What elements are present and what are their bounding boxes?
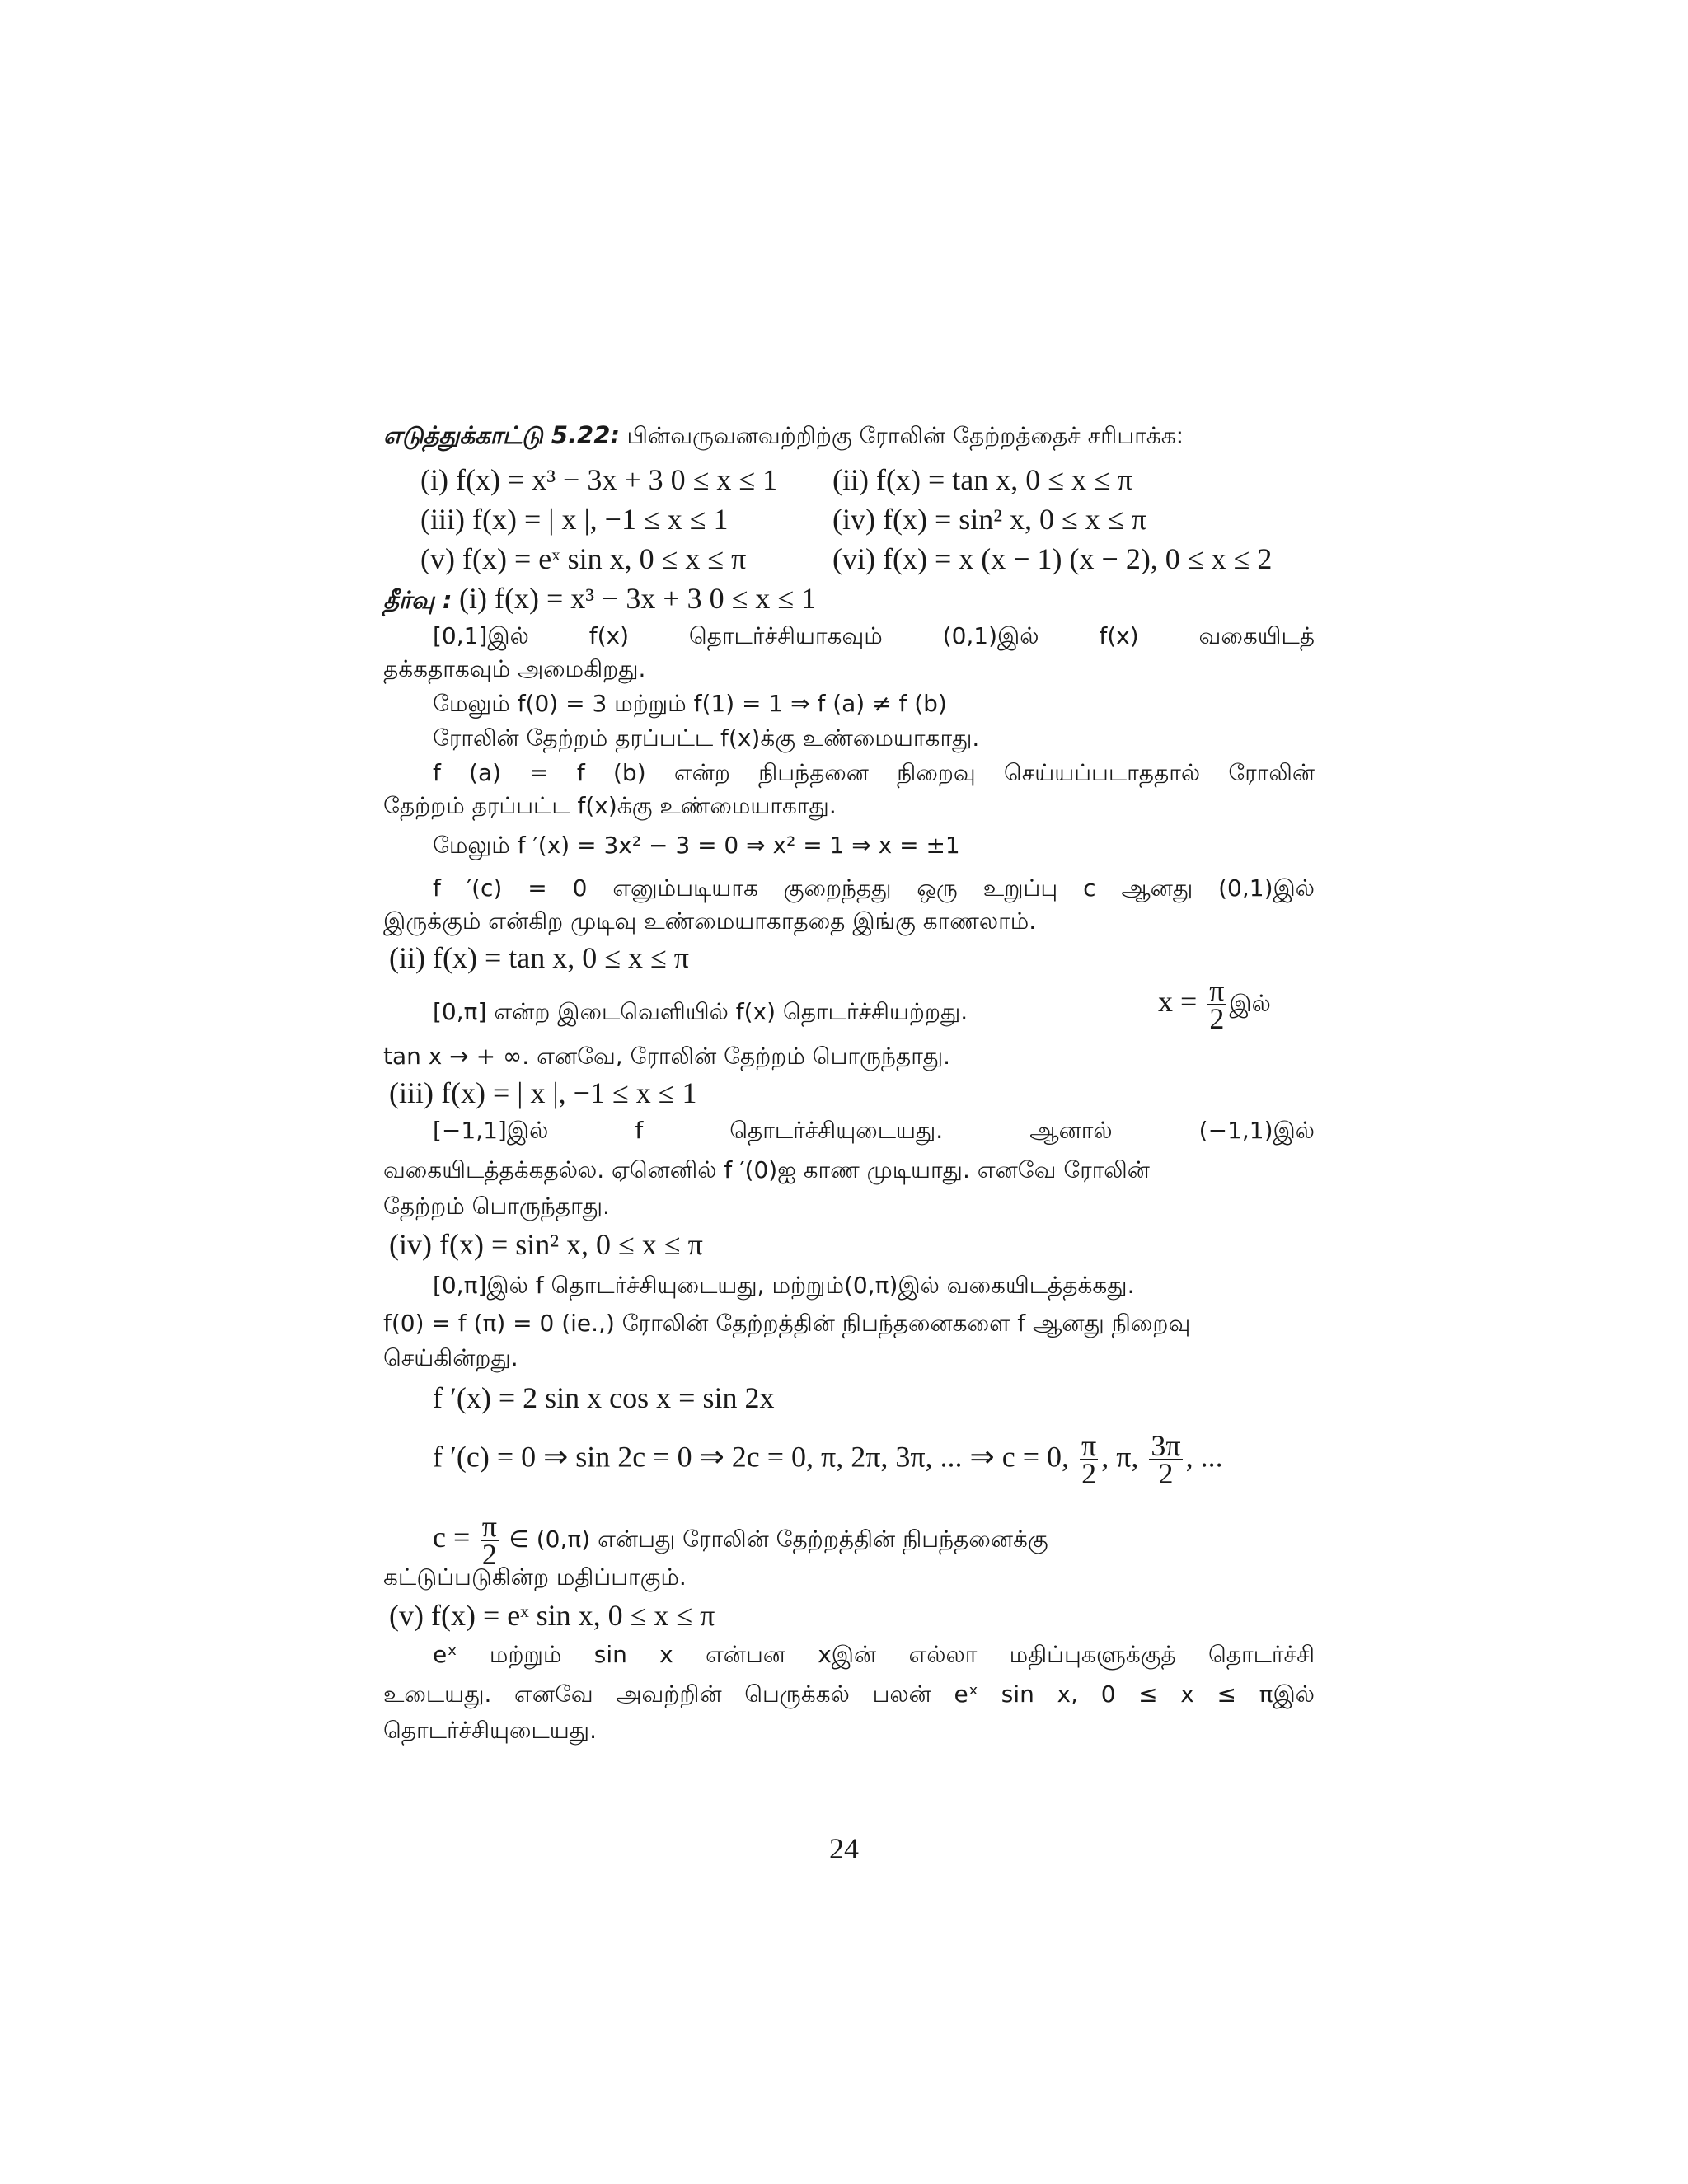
solution-iv-line-4: f ′(x) = 2 sin x cos x = sin 2x xyxy=(433,1381,775,1414)
fraction-ellipsis: , ... xyxy=(1185,1440,1223,1474)
fraction-numerator: π xyxy=(1209,974,1225,1007)
fraction-denominator: 2 xyxy=(1081,1457,1097,1490)
solution-v-line-1: eˣ மற்றும் sin x என்பன xஇன் எல்லா மதிப்புகளுக்குத் தொடர்ச்சி xyxy=(433,1641,1315,1668)
solution-i-line-7: மேலும் f ′(x) = 3x² − 3 = 0 ⇒ x² = 1 ⇒ x = ±1 xyxy=(433,832,960,859)
solution-ii-head: (ii) f(x) = tan x, 0 ≤ x ≤ π xyxy=(389,941,689,974)
solution-iv-line-5 xyxy=(433,1429,1315,1490)
three-pi-over-two-fraction xyxy=(1149,1429,1182,1490)
solution-iv-line-6 xyxy=(433,1510,1315,1571)
fraction-numerator: π xyxy=(1081,1429,1097,1462)
fraction-denominator: 2 xyxy=(481,1538,497,1571)
problem-ii: (ii) f(x) = tan x, 0 ≤ x ≤ π xyxy=(832,463,1132,496)
solution-iii-head: (iii) f(x) = | x |, −1 ≤ x ≤ 1 xyxy=(389,1076,697,1109)
solution-iii-line-2: வகையிடத்தக்கதல்ல. ஏனெனில் f ′(0)ஐ காண முடியாது. எனவே ரோலின் xyxy=(383,1156,1150,1183)
solution-iv-line-2: f(0) = f (π) = 0 (ie.,) ரோலின் தேற்றத்தின் நிபந்தனைகளை f ஆனது நிறைவு xyxy=(383,1310,1191,1337)
problem-iv: (iv) f(x) = sin² x, 0 ≤ x ≤ π xyxy=(832,503,1146,536)
solution-ii-line-2: tan x → + ∞. எனவே, ரோலின் தேற்றம் பொருந்தாது. xyxy=(383,1043,951,1070)
fraction-numerator: 3π xyxy=(1151,1429,1181,1462)
solution-v-line-3: தொடர்ச்சியுடையது. xyxy=(383,1717,597,1744)
solution-iii-line-3: தேற்றம் பொருந்தாது. xyxy=(383,1193,610,1220)
problem-vi: (vi) f(x) = x (x − 1) (x − 2), 0 ≤ x ≤ 2 xyxy=(832,542,1273,575)
solution-i-line-9: இருக்கும் என்கிற முடிவு உண்மையாகாததை இங்கு காணலாம். xyxy=(383,907,1037,935)
problem-i: (i) f(x) = x³ − 3x + 3 0 ≤ x ≤ 1 xyxy=(420,463,778,496)
solution-i-line-6: தேற்றம் தரப்பட்ட f(x)க்கு உண்மையாகாது. xyxy=(383,792,837,819)
solution-iv-line-1: [0,π]இல் f தொடர்ச்சியுடையது, மற்றும்(0,π)இல் வகையிடத்தக்கது. xyxy=(433,1272,1135,1299)
solution-ii-il: இல் xyxy=(1229,990,1271,1017)
solution-v-line-2: உடையது. எனவே அவற்றின் பெருக்கல் பலன் eˣ sin x, 0 ≤ x ≤ πஇல் xyxy=(383,1680,1315,1708)
solution-iv-line-7: கட்டுப்படுகின்ற மதிப்பாகும். xyxy=(383,1563,687,1591)
problem-v: (v) f(x) = eˣ sin x, 0 ≤ x ≤ π xyxy=(420,542,747,575)
solution-i-line-3: மேலும் f(0) = 3 மற்றும் f(1) = 1 ⇒ f (a) ≠ f (b) xyxy=(433,690,947,717)
pi-over-two-fraction-a xyxy=(1080,1429,1098,1490)
example-instruction: பின்வருவனவற்றிற்கு ரோலின் தேற்றத்தைச் சரிபாக்க: xyxy=(626,422,1184,449)
solution-ii-line-1 xyxy=(433,974,1315,1035)
solution-i-line-2: தக்கதாகவும் அமைகிறது. xyxy=(383,655,646,682)
solution-iii-line-1: [−1,1]இல் f தொடர்ச்சியுடையது. ஆனால் (−1,1)இல் xyxy=(433,1117,1315,1144)
solution-i-line-4: ரோலின் தேற்றம் தரப்பட்ட f(x)க்கு உண்மையாகாது. xyxy=(433,724,980,752)
fraction-denominator: 2 xyxy=(1209,1002,1225,1035)
solution-ii-x-eq: x = xyxy=(1158,985,1198,1018)
solution-label: தீர்வு : xyxy=(383,586,452,614)
solution-i-line-1: [0,1]இல் f(x) தொடர்ச்சியாகவும் (0,1)இல் f(x) வகையிடத் xyxy=(433,622,1315,649)
pi-over-two-fraction xyxy=(1207,974,1226,1035)
solution-i-function: (i) f(x) = x³ − 3x + 3 0 ≤ x ≤ 1 xyxy=(459,582,817,615)
solution-v-head: (v) f(x) = eˣ sin x, 0 ≤ x ≤ π xyxy=(389,1599,715,1632)
example-heading xyxy=(383,419,1315,452)
solution-ii-fraction-expr xyxy=(1158,974,1271,1035)
problem-iii: (iii) f(x) = | x |, −1 ≤ x ≤ 1 xyxy=(420,503,729,536)
solution-i-line-5: f (a) = f (b) என்ற நிபந்தனை நிறைவு செய்யப்படாததால் ரோலின் xyxy=(433,759,1315,786)
fraction-denominator: 2 xyxy=(1158,1457,1174,1490)
c-equals: c = xyxy=(433,1520,471,1554)
solution-iv-line-3: செய்கின்றது. xyxy=(383,1344,518,1371)
solution-iv-head: (iv) f(x) = sin² x, 0 ≤ x ≤ π xyxy=(389,1228,703,1261)
example-label: எடுத்துக்காட்டு 5.22: xyxy=(383,421,621,449)
solution-head-i xyxy=(383,582,1315,616)
page-number: 24 xyxy=(829,1832,859,1865)
solution-ii-text: [0,π] என்ற இடைவெளியில் f(x) தொடர்ச்சியற்றது. xyxy=(433,998,968,1025)
fraction-separator: , π, xyxy=(1101,1440,1139,1474)
fraction-numerator: π xyxy=(481,1510,497,1543)
solution-i-line-8: f ′(c) = 0 எனும்படியாக குறைந்தது ஒரு உறுப்பு c ஆனது (0,1)இல் xyxy=(433,874,1315,902)
derivative-equation: f ′(c) = 0 ⇒ sin 2c = 0 ⇒ 2c = 0, π, 2π, 3π, ... ⇒ c = 0, xyxy=(433,1440,1069,1474)
pi-over-two-fraction-b xyxy=(481,1510,499,1571)
solution-iv-condition: ∈ (0,π) என்பது ரோலின் தேற்றத்தின் நிபந்தனைக்கு xyxy=(509,1525,1048,1553)
